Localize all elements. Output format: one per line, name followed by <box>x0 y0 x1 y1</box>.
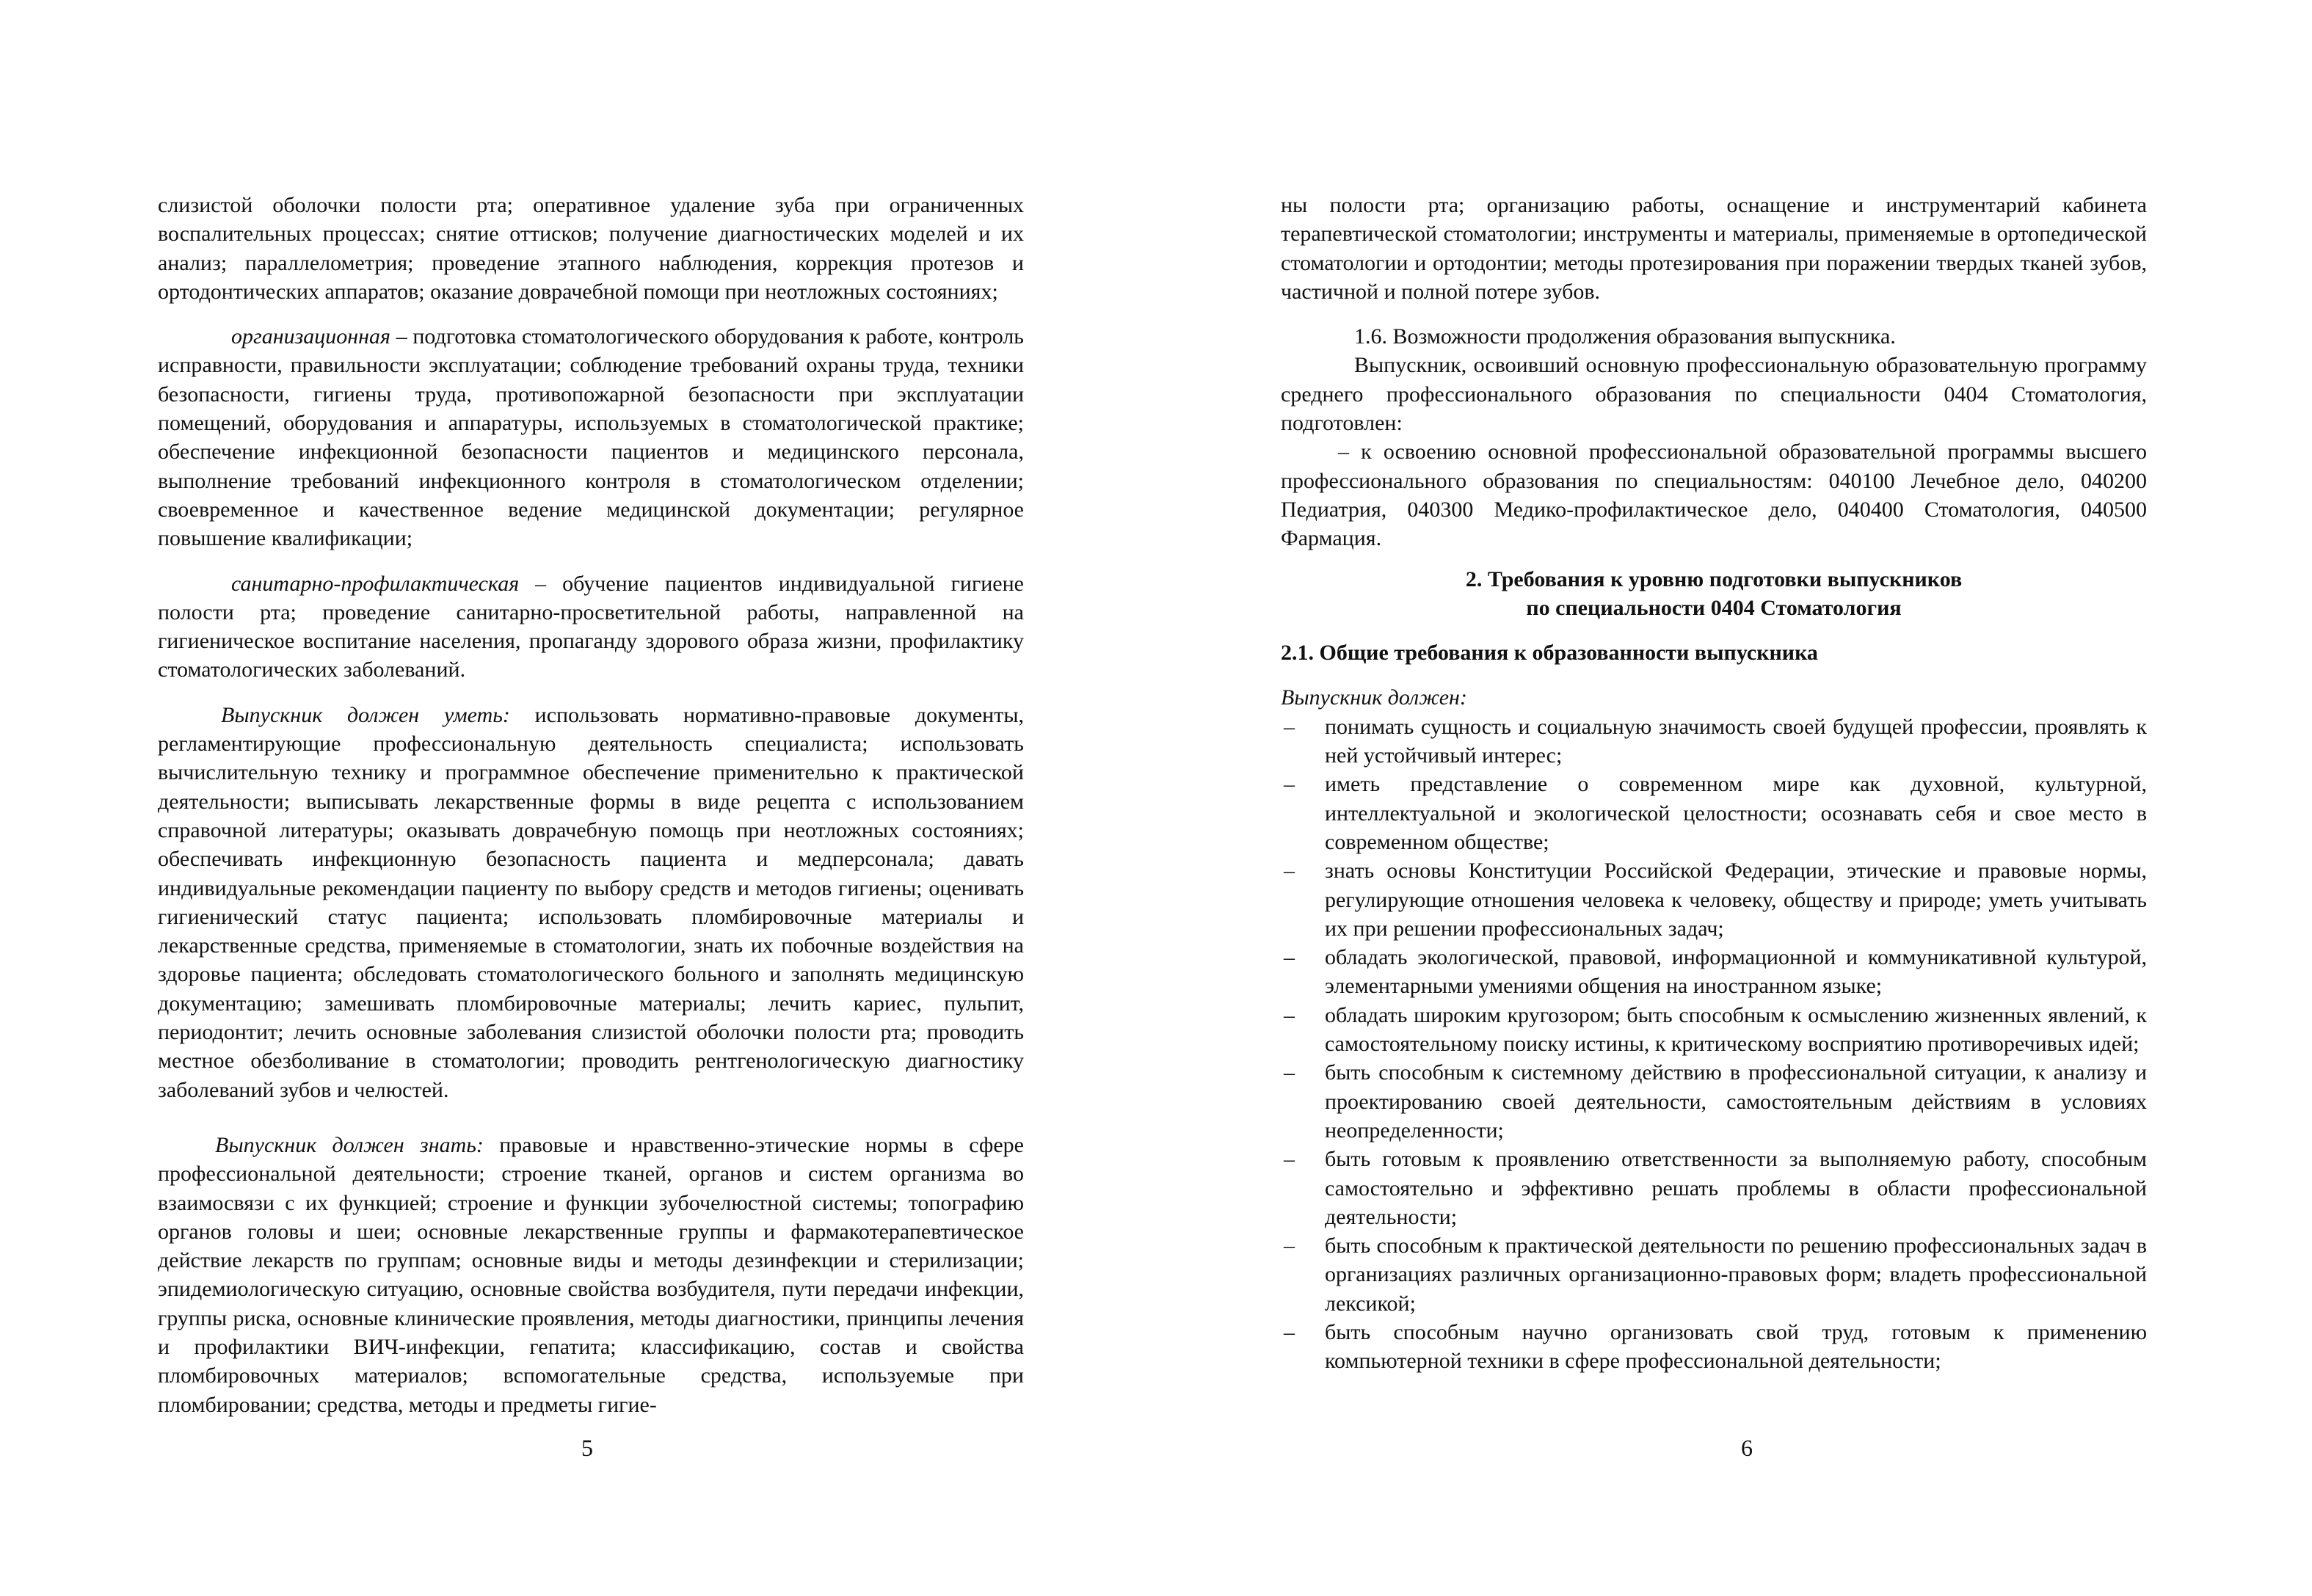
right-page-text <box>1281 191 2147 1376</box>
list-item-text: быть способным научно организовать свой труд, готовым к применению компьютерной техники в сфере профессиональной деятельности; <box>1325 1319 2147 1374</box>
paragraph-skills <box>158 701 1024 1104</box>
right-page <box>1156 0 2312 1596</box>
dash-marker: – <box>1284 1002 1295 1027</box>
term-organizational: организационная <box>231 324 391 349</box>
term-sanitary: санитарно-профилактическая <box>231 571 520 596</box>
section-1-6-title: 1.6. Возможности продолжения образования выпускника. <box>1354 324 1896 349</box>
term-knowledge: Выпускник должен знать: <box>215 1132 484 1157</box>
dash-marker: – <box>1284 859 1295 883</box>
left-page-text <box>158 191 1024 1419</box>
list-item <box>1281 1001 2147 1059</box>
list-item-text: знать основы Конституции Российской Федерации, этические и правовые нормы, регулирующие отношения человека к человеку, обществу и природе; уметь учитывать их при решении профессиональных задач; <box>1325 859 2147 941</box>
paragraph-continuation: ны полости рта; организацию работы, оснащение и инструментарий кабинета терапевтической стоматологии; инструменты и материалы, применяемые в ортопедической стоматологии и ортодонтии; методы протезирования при поражении твердых тканей зубов, частичной и полной потере зубов. <box>1281 193 2147 304</box>
list-item-text: понимать сущность и социальную значимость своей будущей профессии, проявлять к ней устойчивый интерес; <box>1325 714 2147 768</box>
list-item <box>1281 943 2147 1001</box>
list-item-text: быть способным к системному действию в профессиональной ситуации, к анализу и проектированию своей деятельности, самостоятельным действиям в условиях неопределенности; <box>1325 1060 2147 1143</box>
paragraph-knowledge <box>158 1131 1024 1419</box>
knowledge-text: правовые и нравственно-этические нормы в сфере профессиональной деятельности; строение тканей, органов и систем организма во взаимосвязи с их функцией; строение и функции зубочелюстной системы; топографию органов головы и шеи; основные лекарственные группы и фармакотерапевтическое действие лекарств по группам; основные виды и методы дезинфекции и стерилизации; эпидемиологическую ситуацию, основные свойства возбудителя, пути передачи инфекции, группы риска, основные клинические проявления, методы диагностики, принципы лечения и профилактики ВИЧ-инфекции, гепатита; классификацию, состав и свойства пломбировочных материалов; вспомогательные средства, используемые при пломбировании; средства, методы и предметы гигие- <box>158 1132 1024 1417</box>
list-lead: Выпускник должен: <box>1281 685 1467 710</box>
page-number: 6 <box>1741 1435 1753 1461</box>
paragraph-continuation: слизистой оболочки полости рта; оперативное удаление зуба при ограниченных воспалительных процессах; снятие оттисков; получение диагностических моделей и их анализ; параллелометрия; проведение этапного наблюдения, коррекция протезов и ортодонтических аппаратов; оказание доврачебной помощи при неотложных состояниях; <box>158 193 1024 304</box>
dash-marker: – <box>1284 772 1295 797</box>
dash-marker: – <box>1284 1147 1295 1172</box>
list-item <box>1281 770 2147 856</box>
list-item-text: быть способным к практической деятельности по решению профессиональных задач в организациях различных организационно-правовых форм; владеть профессиональной лексикой; <box>1325 1234 2147 1316</box>
dash-marker: – <box>1284 1319 1295 1344</box>
organizational-text: – подготовка стоматологического оборудования к работе, контроль исправности, правильности эксплуатации; соблюдение требований охраны труда, техники безопасности, гигиены труда, противопожарной безопасности при эксплуатации помещений, оборудования и аппаратуры, используемых в стоматологической практике; обеспечение инфекционной безопасности пациентов и медицинского персонала, выполнение требований инфекционного контроля в стоматологическом отделении; своевременное и качественное ведение медицинской документации; регулярное повышение квалификации; <box>158 324 1024 551</box>
dash-marker: – <box>1284 945 1295 970</box>
list-item-text: обладать экологической, правовой, информационной и коммуникативной культурой, элементарными умениями общения на иностранном языке; <box>1325 945 2147 999</box>
requirements-list <box>1281 713 2147 1376</box>
list-item <box>1281 1058 2147 1145</box>
paragraph-graduate-prepared: Выпускник, освоивший основную профессиональную образовательную программу среднего профессионального образования по специальности 0404 Стоматология, подготовлен: <box>1281 353 2147 436</box>
dash-marker: – <box>1284 1060 1295 1085</box>
list-item <box>1281 1145 2147 1231</box>
skills-text: использовать нормативно-правовые документы, регламентирующие профессиональную деятельность специалиста; использовать вычислительную технику и программное обеспечение применительно к практической деятельности; выписывать лекарственные формы в виде рецепта с использованием справочной литературы; оказывать доврачебную помощь при неотложных состояниях; обеспечивать инфекционную безопасность пациента и медперсонала; давать индивидуальные рекомендации пациенту по выбору средств и методов гигиены; оценивать гигиенический статус пациента; использовать пломбировочные материалы и лекарственные средства, применяемые в стоматологии, знать их побочные воздействия на здоровье пациента; обследовать стоматологического больного и заполнять медицинскую документацию; замешивать пломбировочные материалы; лечить кариес, пульпит, периодонтит; лечить основные заболевания слизистой оболочки полости рта; проводить местное обезболивание в стоматологии; проводить рентгенологическую диагностику заболеваний зубов и челюстей. <box>158 702 1024 1102</box>
sanitary-text: – обучение пациентов индивидуальной гигиене полости рта; проведение санитарно-просветительной работы, направленной на гигиеническое воспитание населения, пропаганду здорового образа жизни, профилактику стоматологических заболеваний. <box>158 571 1024 682</box>
list-item <box>1281 856 2147 943</box>
dash-marker: – <box>1284 714 1295 739</box>
list-item-text: иметь представление о современном мире как духовной, культурной, интеллектуальной и экологической целостности; осознавать себя и свое место в современном обществе; <box>1325 772 2147 854</box>
list-item <box>1281 1231 2147 1318</box>
section-2-heading-line-1: 2. Требования к уровню подготовки выпускников <box>1465 566 1963 591</box>
section-2-heading-line-2: по специальности 0404 Стоматология <box>1526 595 1902 620</box>
list-item <box>1281 713 2147 770</box>
paragraph-higher-education: – к освоению основной профессиональной образовательной программы высшего профессионального образования по специальностям: 040100 Лечебное дело, 040200 Педиатрия, 040300 Медико-профилактическое дело, 040400 Стоматология, 040500 Фармация. <box>1281 440 2147 551</box>
list-item <box>1281 1318 2147 1376</box>
paragraph-sanitary <box>158 569 1024 685</box>
dash-marker: – <box>1284 1234 1295 1258</box>
list-item-text: быть готовым к проявлению ответственности за выполняемую работу, способным самостоятельно и эффективно решать проблемы в области профессиональной деятельности; <box>1325 1147 2147 1229</box>
section-2-1-heading: 2.1. Общие требования к образованности выпускника <box>1281 641 1818 666</box>
term-skills: Выпускник должен уметь: <box>221 702 510 727</box>
paragraph-organizational <box>158 322 1024 553</box>
list-item-text: обладать широким кругозором; быть способным к осмыслению жизненных явлений, к самостоятельному поиску истины, к критическому восприятию противоречивых идей; <box>1325 1002 2147 1057</box>
page-number: 5 <box>581 1435 593 1461</box>
